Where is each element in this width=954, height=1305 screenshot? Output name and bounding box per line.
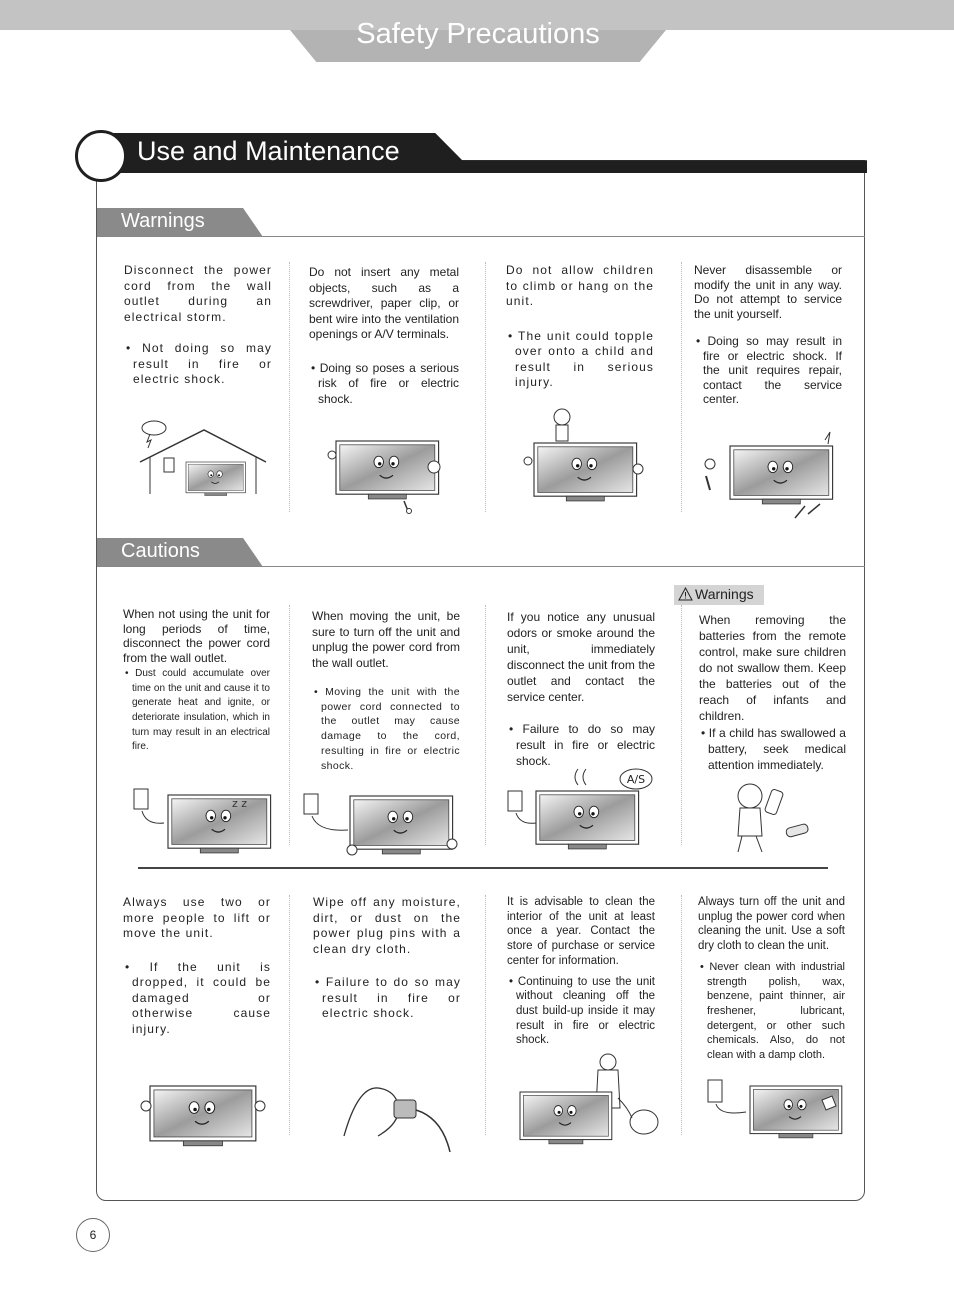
caution-text: Wipe off any moisture, dirt, or dust on the power plug pins with a clean dry cloth. (313, 895, 461, 956)
warning-bullet: • Not doing so may result in fire or electric shock. (126, 341, 272, 386)
child-battery-illustration (728, 780, 818, 860)
caution-bullet: • Continuing to use the unit without cleaning off the dust build-up inside it may result in fire or electric shock. (509, 975, 655, 1047)
caution-bullet: • Moving the unit with the power cord connected to the outlet may cause damage to the cord, resulting in fire or electric shock. (314, 686, 460, 772)
warning-item-1 (124, 263, 272, 388)
tv-metal-objects-illustration (326, 437, 446, 515)
child-climbing-tv-illustration (522, 405, 644, 505)
unplug-sleeping-tv-illustration (132, 785, 272, 857)
column-divider (485, 605, 486, 845)
warning-text: Do not insert any metal objects, such as a screwdriver, paper clip, or bent wire into the ventilation openings or A/V terminals. (309, 265, 459, 341)
column-divider (289, 262, 290, 512)
section-title: Use and Maintenance (137, 136, 400, 166)
caution-item-3 (507, 609, 655, 769)
page-title: Safety Precautions (356, 18, 600, 50)
svg-text:z z: z z (232, 797, 248, 810)
caution-bullet: • Never clean with industrial strength polish, wax, benzene, paint thinner, air freshener, lubricant, detergent, or other such chemicals. Also, do not clean with a damp cloth. (700, 960, 845, 1062)
warning-bullet: • Doing so may result in fire or electric shock. If the unit requires repair, contact the service center. (696, 334, 842, 406)
column-divider (681, 895, 682, 1135)
page-number: 6 (76, 1218, 110, 1252)
caution-bullet: • Dust could accumulate over time on the unit and cause it to generate heat and ignite, or deteriorate insulation, which in turn may result in an electrical fire. (125, 667, 270, 753)
caution-text: When removing the batteries from the remote control, make sure children do not swallow them. Keep the batteries out of the reach of infants and children. (699, 613, 846, 723)
caution-text: It is advisable to clean the interior of the unit at least once a year. Contact the store of purchase or service center for information. (507, 896, 655, 967)
warnings-line (97, 236, 865, 237)
caution-bullet: • Failure to do so may result in fire or electric shock. (315, 975, 461, 1020)
warning-bullet: • The unit could topple over onto a child and result in serious injury. (508, 328, 654, 389)
column-divider (681, 605, 682, 845)
caution-bullet: • If the unit is dropped, it could be damaged or otherwise cause injury. (125, 959, 271, 1036)
warning-item-2 (309, 265, 459, 407)
caution-item-6 (313, 895, 461, 1022)
column-divider (485, 895, 486, 1135)
warning-item-3 (506, 263, 654, 391)
warnings-badge (674, 585, 764, 605)
warning-text: Do not allow children to climb or hang on the unit. (506, 263, 654, 308)
moving-tv-illustration (302, 788, 462, 860)
row-divider (138, 867, 828, 869)
cautions-line (97, 566, 865, 567)
smoke-odor-tv-illustration (506, 767, 656, 857)
warnings-title: Warnings (121, 210, 205, 232)
column-divider (485, 262, 486, 512)
caution-bullet: • If a child has swallowed a battery, seek medical attention immediately. (701, 726, 846, 772)
warning-text: Never disassemble or modify the unit in any way. Do not attempt to service the unit yourself. (694, 263, 842, 321)
two-people-lifting-tv-illustration (138, 1080, 268, 1152)
service-cleaning-illustration (518, 1048, 663, 1148)
caution-text: Always turn off the unit and unplug the power cord when cleaning the unit. Use a soft dry cloth to clean the unit. (698, 896, 845, 953)
caution-bullet: • Failure to do so may result in fire or electric shock. (509, 722, 655, 768)
warning-bullet: • Doing so poses a serious risk of fire or electric shock. (311, 360, 459, 406)
disassemble-tools-illustration (700, 430, 845, 530)
unplug-clean-tv-illustration (706, 1076, 842, 1148)
caution-item-1 (123, 607, 270, 755)
caution-text: If you notice any unusual odors or smoke around the unit, immediately disconnect the unit from the outlet and contact the service center. (507, 610, 655, 704)
column-divider (681, 262, 682, 512)
caution-text: When not using the unit for long periods of time, disconnect the power cord from the wall outlet. (123, 607, 270, 666)
wipe-plug-illustration (338, 1078, 462, 1162)
column-divider (289, 895, 290, 1135)
caution-item-5 (123, 895, 271, 1037)
cautions-title: Cautions (121, 540, 200, 562)
storm-house-illustration (138, 418, 268, 496)
section-circle-icon (75, 130, 127, 182)
caution-item-4 (699, 612, 846, 773)
warning-triangle-icon (678, 587, 693, 601)
warning-item-4 (694, 263, 842, 407)
warnings-badge-label: Warnings (695, 586, 754, 602)
caution-text: When moving the unit, be sure to turn off the unit and unplug the power cord from the wall outlet. (312, 609, 460, 670)
caution-item-2 (312, 609, 460, 773)
caution-item-8 (698, 895, 845, 1063)
column-divider (289, 605, 290, 845)
warning-text: Disconnect the power cord from the wall outlet during an electrical storm. (124, 263, 272, 324)
caution-text: Always use two or more people to lift or move the unit. (123, 895, 271, 940)
caution-item-7 (507, 895, 655, 1048)
as-service-label: A/S (626, 773, 646, 786)
